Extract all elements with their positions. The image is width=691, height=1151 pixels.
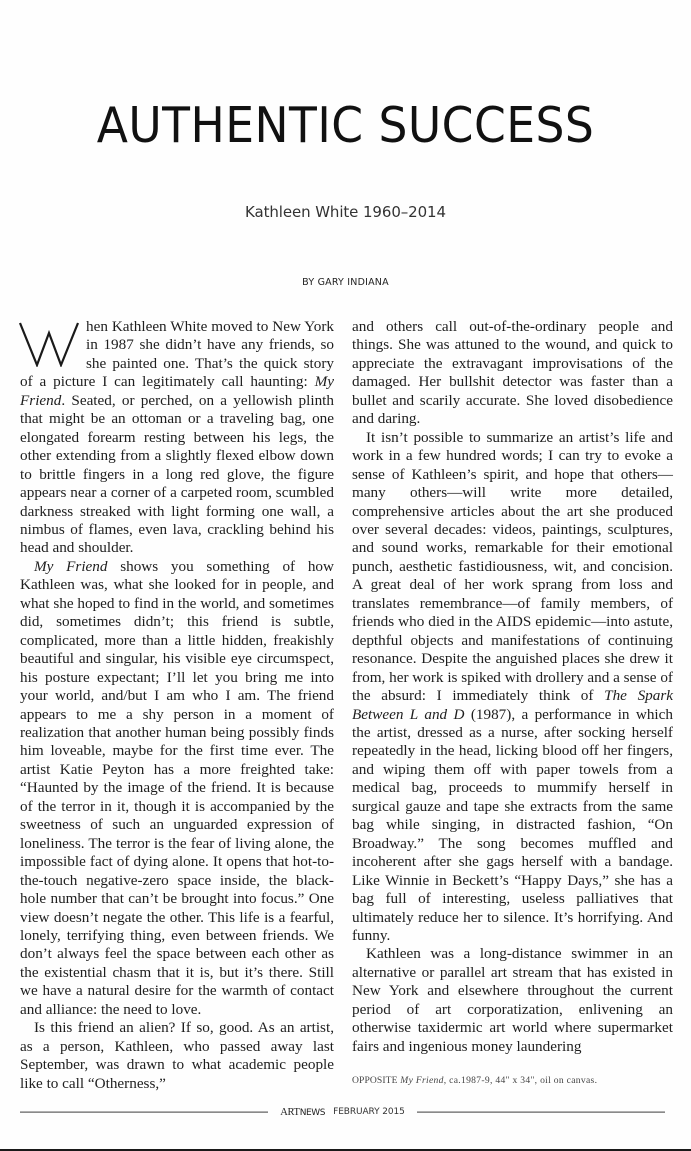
paragraph-text: . Seated, or perched, on a yellowish plinth that might be an ottoman or a traveling bag, one elongated forearm resting between his legs, the other extending from a slightly flexed elbow down to brittle fingers in a long red glove, the figure appears near a corner of a carpeted room, scumbled darkness streaked with light forming one wall, a nimbus of flames, even lava, crackling behind his head and shoulder. bbox=[20, 391, 334, 557]
artwork-title: My Friend bbox=[34, 557, 108, 575]
page-footer bbox=[20, 1105, 665, 1119]
paragraph bbox=[352, 429, 673, 946]
drop-cap-w-glyph bbox=[18, 321, 80, 367]
brand-art: ART bbox=[280, 1106, 300, 1118]
article-title: AUTHENTIC SUCCESS bbox=[96, 97, 595, 154]
article-body bbox=[20, 318, 673, 1093]
footer-rule-right bbox=[417, 1111, 665, 1113]
right-column-wrapper bbox=[352, 318, 673, 1087]
artwork-title: My Friend bbox=[20, 373, 334, 409]
paragraph bbox=[20, 558, 334, 1019]
paragraph-text: (1987), a performance in which the artist, dressed as a nurse, after socking herself repeatedly in the head, licking blood off her fingers, and wiping them off with paper towels from a medical bag, proceeds to mummify herself in surgical gauze and tape she extracts from the same bag while singing, in distracted fashion, “On Broadway.” The song becomes muffled and incoherent after she gags herself with a bandage. Like Winnie in Beckett’s “Happy Days,” she has a bag full of interesting, useless palliatives that ultimately reduce her to silence. It’s horrifying. And funny. bbox=[352, 705, 673, 944]
paragraph bbox=[20, 1019, 334, 1093]
paragraph bbox=[20, 318, 334, 558]
paragraph bbox=[352, 318, 673, 429]
footer-brand-logo bbox=[280, 1107, 325, 1118]
drop-cap bbox=[18, 321, 80, 373]
paragraph-text: hen Kathleen White moved to New York in 1987 she didn’t have any friends, so she painted one. That’s the quick story of a picture I can legitimately call haunting: bbox=[20, 318, 334, 391]
right-column bbox=[352, 318, 673, 1056]
paragraph-text: Is this friend an alien? If so, good. As an artist, as a person, Kathleen, who passed away last September, was drawn to what academic people like to call “Otherness,” bbox=[20, 1019, 334, 1092]
artwork-title: The Spark Between L and D bbox=[352, 687, 674, 723]
paragraph-text: Kathleen was a long-distance swimmer in an alternative or parallel art stream that has existed in New York and elsewhere throughout the current period of art corporatization, enlivening an otherwise taxidermic art world where supermarket fairs and ingenious money laundering bbox=[352, 945, 673, 1055]
caption-artwork-title: My Friend bbox=[400, 1075, 444, 1087]
left-column bbox=[20, 318, 334, 1093]
article-subtitle: Kathleen White 1960–2014 bbox=[245, 203, 446, 221]
article-byline: BY GARY INDIANA bbox=[302, 277, 389, 288]
paragraph-text: It isn’t possible to summarize an artist’s life and work in a few hundred words; I can try to evoke a sense of Kathleen’s spirit, and hope that others—many others—will write more detailed, comprehensive articles about the art she produced over several decades: videos, paintings, sculptures, and sound works, remarkable for their emotional punch, aesthetic fastidiousness, wit, and concision. A great deal of her work sprang from loss and translates remembrance—of family members, of friends who died in the AIDS epidemic—into astute, depthful objects and manifestations of continuing resonance. Despite the anguished places she drew it from, her work is spiked with drollery and a sense of the absurd: I immediately think of bbox=[352, 428, 673, 705]
paragraph bbox=[352, 945, 673, 1056]
caption-label: OPPOSITE bbox=[352, 1075, 398, 1087]
paragraph-text: and others call out-of-the-ordinary people and things. She was attuned to the wound, and quick to appreciate the extravagant improvisations of the damaged. Her bullshit detector was faster than a bullet and scarily accurate. She loved disobedience and daring. bbox=[352, 318, 673, 428]
paragraph-text: shows you something of how Kathleen was, what she looked for in people, and what she hoped to find in the world, and sometimes did, sometimes didn’t; this friend is subtle, complicated, more than a little hidden, freakishly beautiful and singular, his visible eye circumspect, his posture expectant; I’ll let you bring me into your world, and/but I am who I am. The friend appears to me a shy person in a moment of realization that another human being possibly finds him loveable, maybe for the first time ever. The artist Katie Peyton has a more freighted take: “Haunted by the image of the friend. It is because of the terror in it, though it is accompanied by the sweetness of such an unguarded expression of loneliness. The terror is the fear of living alone, the impossible fact of dying alone. It opens that hot-to-the-touch negative-zero space inside, the black-hole number that can’t be brought into focus.” One view doesn’t negate the other. This life is a fearful, lonely, terrifying thing, even between friends. We don’t always feel the space between each other as the existential chasm that it is, but it’s there. Still we have a natural desire for the warmth of contact and alliance: the need to love. bbox=[20, 557, 334, 1018]
footer-issue-date: FEBRUARY 2015 bbox=[333, 1107, 405, 1117]
brand-news: NEWS bbox=[299, 1107, 326, 1118]
footer-rule-left bbox=[20, 1111, 268, 1113]
image-caption bbox=[352, 1074, 673, 1087]
caption-details: , ca.1987-9, 44" x 34", oil on canvas. bbox=[443, 1075, 598, 1087]
